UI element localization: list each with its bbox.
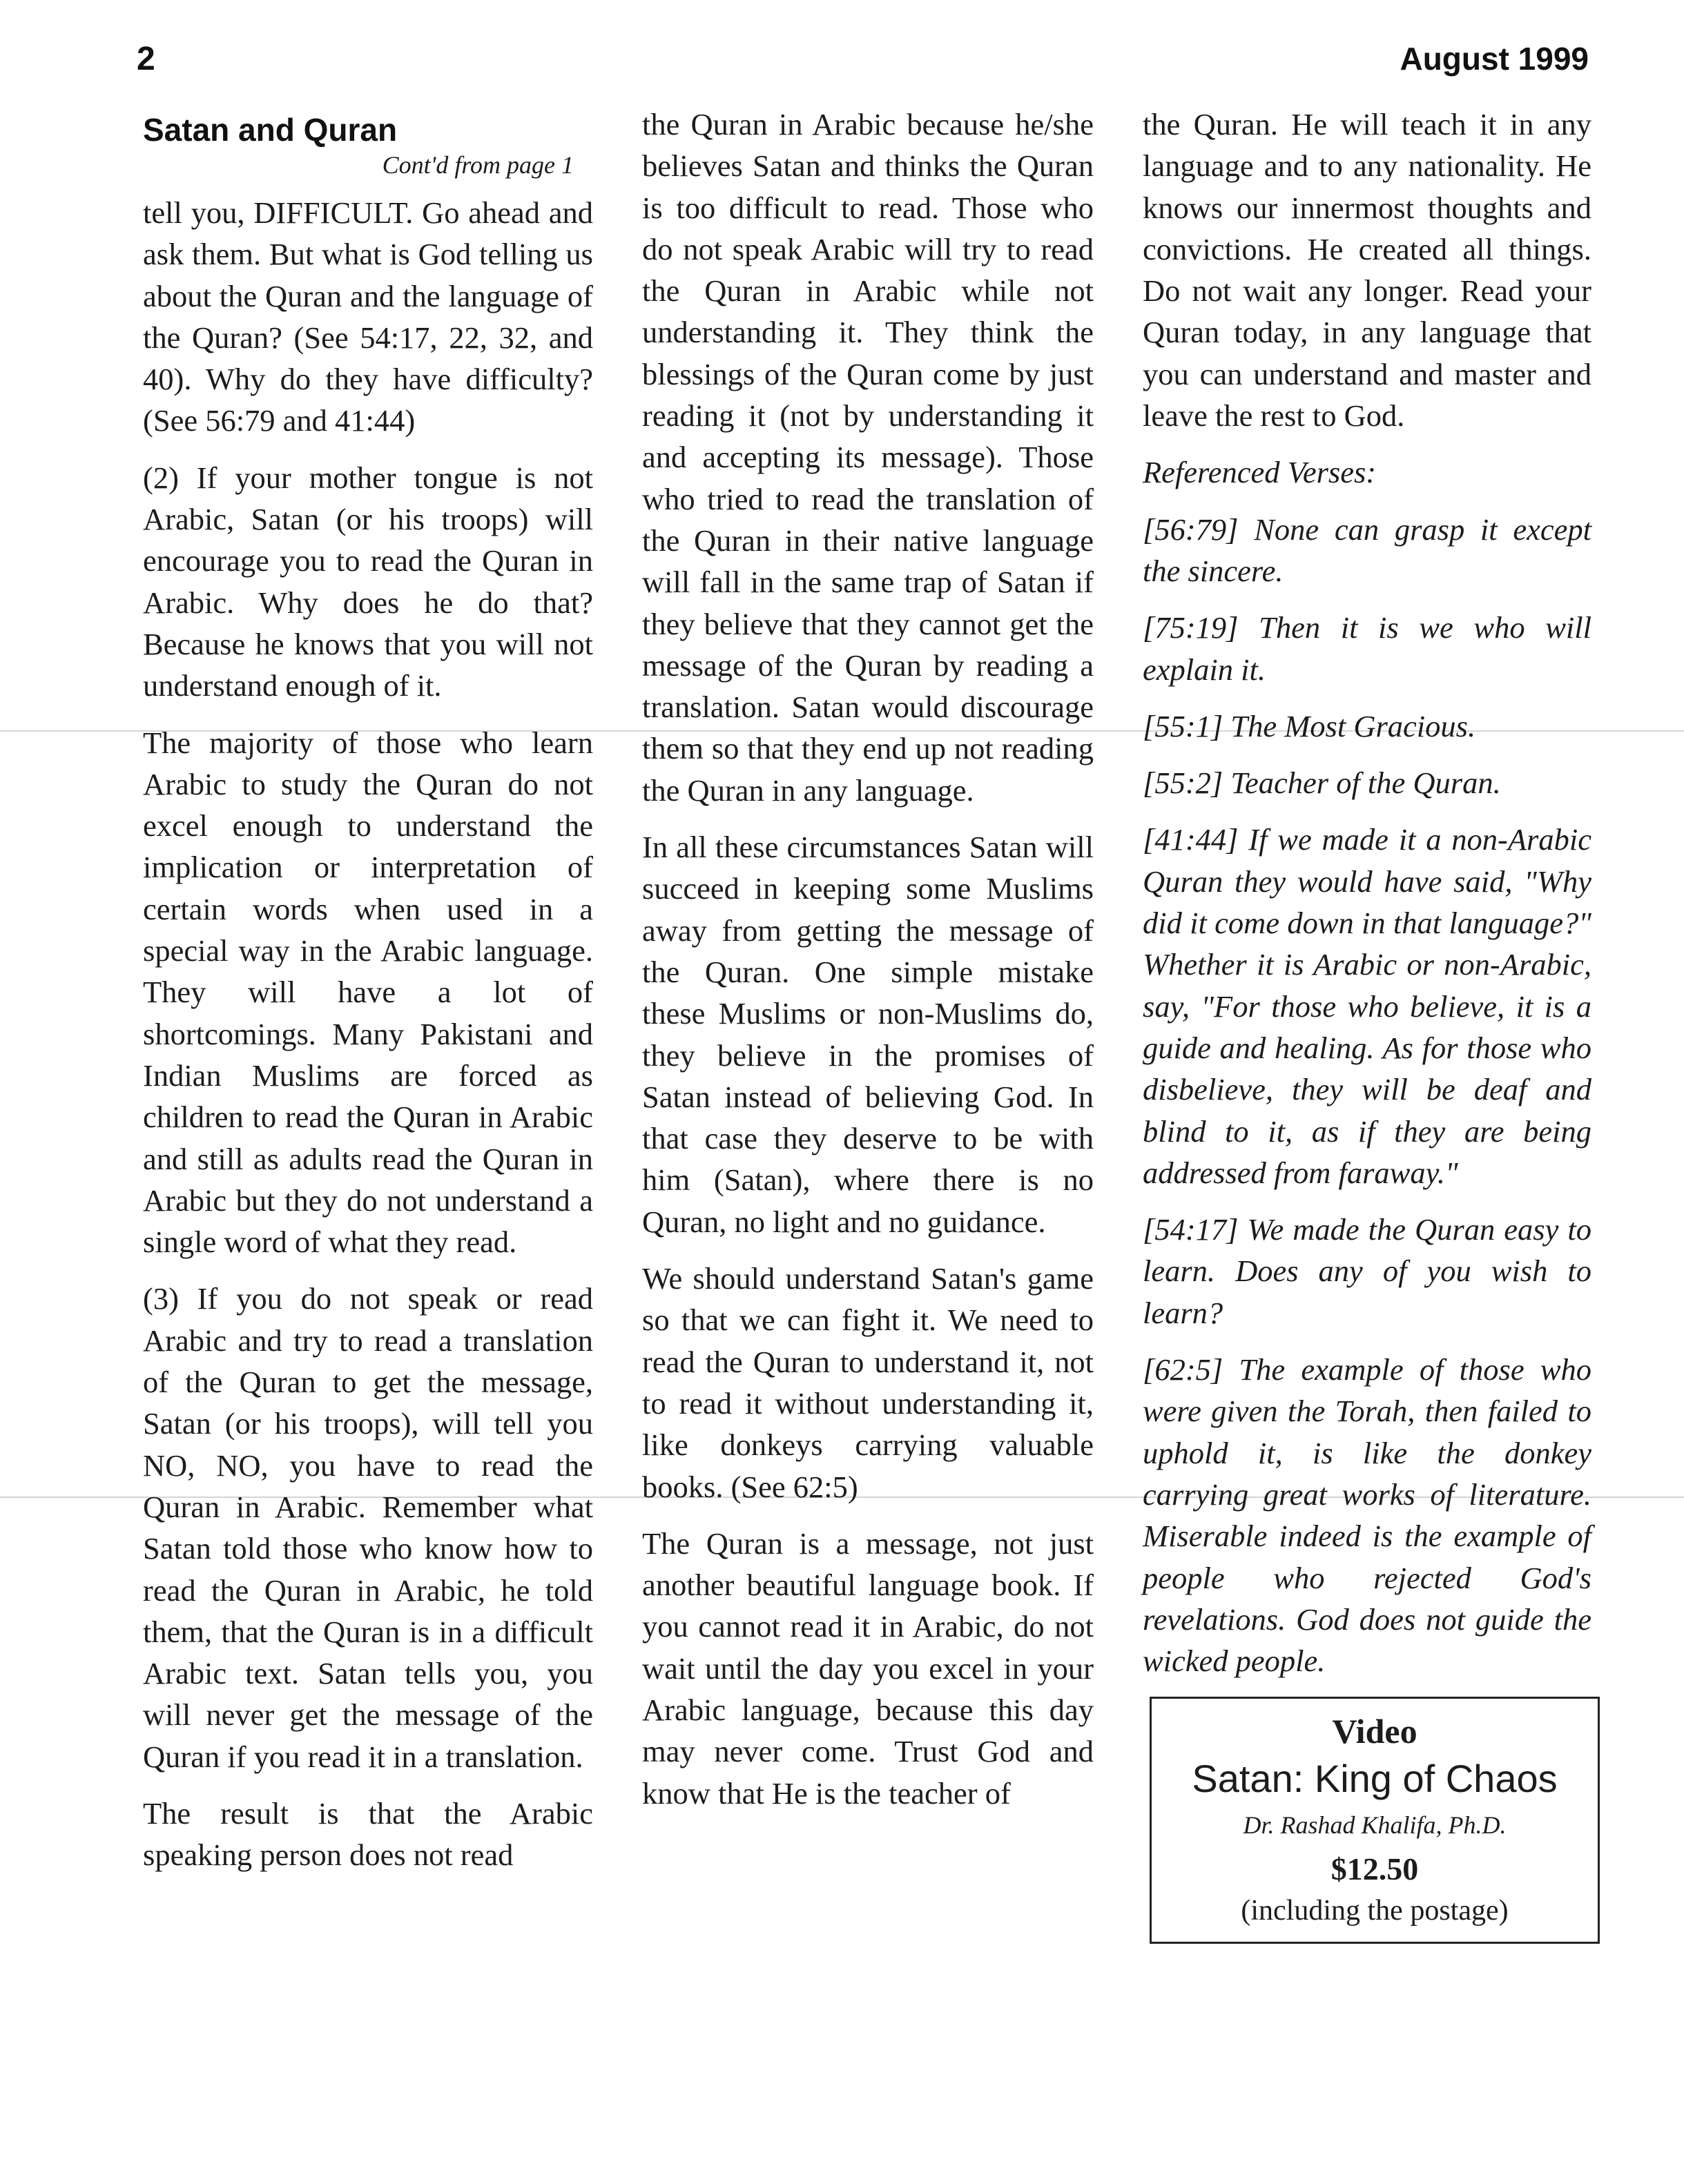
article-paragraph: The majority of those who learn Arabic to study the Quran do not excel enough to understand the implication or interpretation of certain words when used in a special way in the Arabic language. They will have a lot of shortcomings. Many Pakistani and Indian Muslims are forced as children to read the Quran in Arabic and still as adults read the Quran in Arabic but they do not understand a single word of what they read. bbox=[143, 725, 593, 1260]
article-paragraph: In all these circumstances Satan will succeed in keeping some Muslims away from getting the message of the Quran. One simple mistake these Muslims or non-Muslims do, they believe in the promises of Satan instead of believing God. In that case they deserve to be with him (Satan), where there is no Quran, no light and no guidance. bbox=[642, 830, 1094, 1239]
article-column-1 bbox=[143, 104, 593, 1891]
verse-55-2: [55:2] Teacher of the Quran. bbox=[1143, 766, 1501, 801]
referenced-verses-heading: Referenced Verses: bbox=[1143, 455, 1377, 490]
article-title: Satan and Quran bbox=[143, 112, 398, 148]
article-paragraph-continued: the Quran in Arabic because he/she believes Satan and thinks the Quran is too difficult to read. Those who do not speak Arabic will try to read the Quran in Arabic while not understanding it. They think the blessings of the Quran come by just reading it (not by understanding it and accepting its message). Those who tried to read the translation of the Quran in their native language will fall in the same trap of Satan if they believe that they cannot get the message of the Quran by reading a translation. Satan would discourage them so that they end up not reading the Quran in any language. bbox=[642, 107, 1094, 808]
ad-title: Satan: King of Chaos bbox=[1192, 1757, 1558, 1801]
ad-note: (including the postage) bbox=[1241, 1895, 1509, 1927]
ad-author: Dr. Rashad Khalifa, Ph.D. bbox=[1243, 1811, 1507, 1840]
article-paragraph-start: The result is that the Arabic speaking person does not read bbox=[143, 1795, 593, 1873]
verse-41-44: [41:44] If we made it a non-Arabic Quran they would have said, "Why did it come down in that language?" Whether it is Arabic or non-Arabic, say, "For those who believe, it is a guide and healing. As for those who disbelieve, they will be deaf and blind to it, as if they are being addressed from faraway." bbox=[1143, 822, 1591, 1190]
verse-56-79: [56:79] None can grasp it except the sincere. bbox=[1143, 511, 1591, 588]
page-number: 2 bbox=[137, 41, 155, 77]
article-heading bbox=[143, 110, 593, 181]
article-paragraph: (3) If you do not speak or read Arabic and try to read a translation of the Quran to get the message, Satan (or his troops), will tell you NO, NO, you have to read the Quran in Arabic. Remember what Satan told those who know how to read the Quran in Arabic, he told them, that the Quran is in a difficult Arabic text. Satan tells you, you will never get the message of the Quran if you read it in a translation. bbox=[143, 1281, 593, 1774]
continued-note: Cont'd from page 1 bbox=[382, 151, 574, 179]
article-paragraph-start: The Quran is a message, not just another beautiful language book. If you cannot read it in Arabic, do not wait until the day you excel in your Arabic language, because this day may never come. Trust God and know that He is the teacher of bbox=[642, 1525, 1094, 1811]
article-paragraph: (2) If your mother tongue is not Arabic, Satan (or his troops) will encourage you to read the Quran in Arabic. Why does he do that? Because he knows that you will not understand enough of it. bbox=[143, 460, 593, 703]
ad-label: Video bbox=[1332, 1712, 1417, 1751]
article-column-2 bbox=[642, 104, 1094, 1829]
verse-54-17: [54:17] We made the Quran easy to learn. Does any of you wish to learn? bbox=[1143, 1212, 1591, 1330]
article-paragraph: tell you, DIFFICULT. Go ahead and ask them. But what is God telling us about the Quran and the language of the Quran? (See 54:17, 22, 32, and 40). Why do they have difficulty? (See 56:79 and 41:44) bbox=[143, 195, 593, 438]
verse-55-1: [55:1] The Most Gracious. bbox=[1143, 708, 1476, 743]
issue-date: August 1999 bbox=[1400, 41, 1589, 77]
ad-price: $12.50 bbox=[1330, 1851, 1419, 1887]
article-paragraph: We should understand Satan's game so that we can fight it. We need to read the Quran to understand it, not to read it without understanding it, like donkeys carrying valuable books. (See 62:5) bbox=[642, 1261, 1094, 1504]
article-column-3 bbox=[1143, 104, 1591, 1944]
article-paragraph-continued: the Quran. He will teach it in any language and to any nationality. He knows our innermost thoughts and convictions. He created all things. Do not wait any longer. Read your Quran today, in any language that you can understand and master and leave the rest to God. bbox=[1143, 107, 1591, 433]
verse-62-5: [62:5] The example of those who were given the Torah, then failed to uphold it, is like the donkey carrying great works of literature. Miserable indeed is the example of people who rejected God's revelations. God does not guide the wicked people. bbox=[1143, 1352, 1591, 1679]
verse-75-19: [75:19] Then it is we who will explain it. bbox=[1143, 610, 1591, 687]
video-ad-box bbox=[1150, 1697, 1600, 1944]
